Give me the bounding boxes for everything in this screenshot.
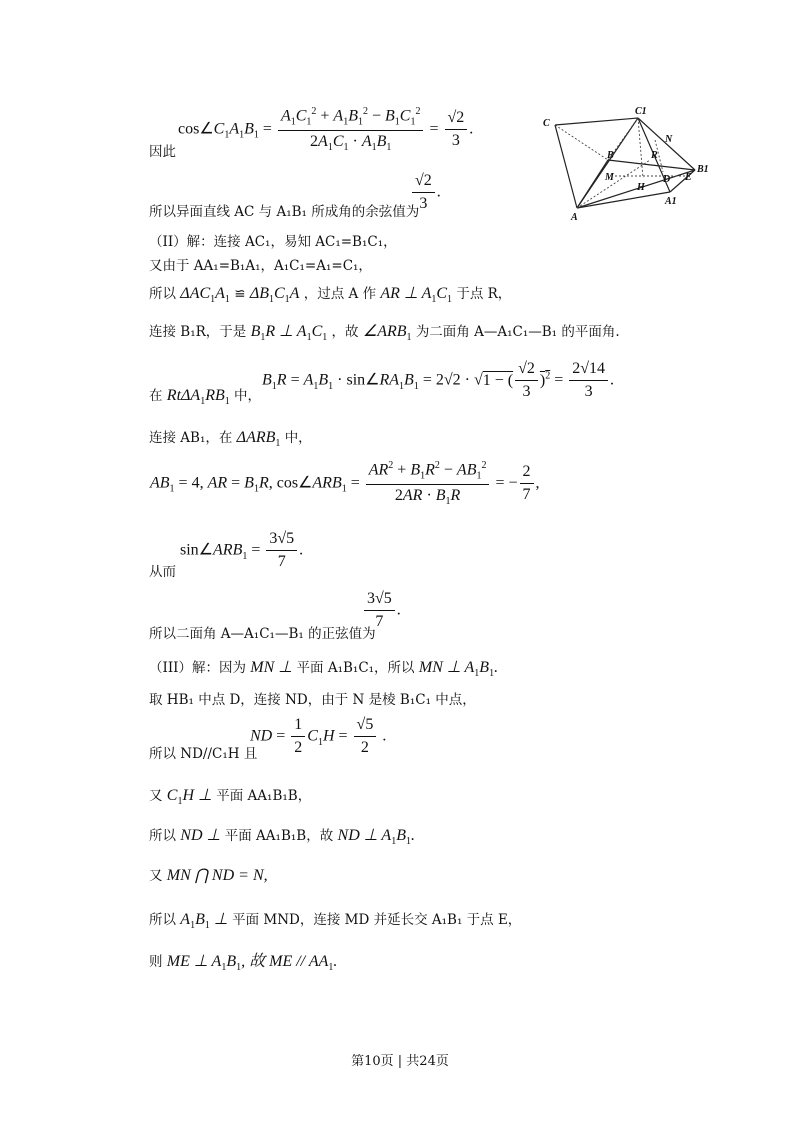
text-in: 在 [149, 388, 163, 404]
text-intersection: 又 MN ⋂ ND = N, [149, 867, 268, 884]
page-footer: 第10页 | 共24页 [351, 1054, 449, 1069]
formula-3sqrt5-over-7: $\frac{3√5}{7}$ . [362, 590, 401, 632]
text-part-iii: （III）解：因为 MN ⊥ 平面 A₁B₁C₁，所以 MN ⊥ $A_1B_1$. [149, 659, 499, 680]
label-b: B [607, 150, 614, 161]
text-hence: ，故 [331, 324, 359, 340]
text-also-2: 又 [149, 868, 163, 884]
edge-c-c1 [555, 118, 638, 125]
text-midpoint-d: 取 HB₁ 中点 D，连接 ND，由于 N 是棱 B₁C₁ 中点， [149, 692, 476, 708]
label-r: R [651, 150, 658, 161]
text-given: 又由于 AA₁=B₁A₁，A₁C₁=A₁=C₁， [149, 258, 372, 274]
text-through-a: ，过点 A 作 [303, 286, 377, 302]
text-thus: 从而 [149, 564, 176, 580]
edge-b-b1 [608, 160, 695, 170]
text-sine-answer: 所以二面角 A—A₁C₁—B₁ 的正弦值为 [149, 626, 376, 642]
text-in-triangle: 在 $Rt\Delta A_1RB_1$ 中， [149, 387, 262, 408]
text-therefore: 因此 [149, 144, 176, 160]
text-a1b1-perp: 所以 $A_1B_1$ ⊥ 平面 MND，连接 MD 并延长交 A₁B₁ 于点 E， [149, 911, 522, 932]
text-c1h-perp: 又 $C_1H$ ⊥ 平面 AA₁B₁B， [149, 787, 312, 808]
text-dihedral-line: 连接 B₁R，于是 $B_1R$ ⊥ $A_1C_1$ ，故 $\angle ARB_1$ 为二面角 A—A₁C₁—B₁ 的平面角. [149, 323, 620, 344]
formula-ab1: $AB_1 = 4$, AR = $B_1R$, $\cos\angle ARB_1$ = $\frac{AR^2 + B_1R^2 - AB_1^2}{2AR \cdot B_1R}$ = − $\frac{2}{7}$ , [150, 460, 540, 508]
text-nd-parallel: 所以 ND//C₁H 且 [149, 746, 258, 762]
label-d: D [663, 174, 671, 185]
text-cosine-answer [149, 200, 419, 220]
text-at-r: 于点 R， [456, 286, 512, 302]
text-plane-aa1b1b: 平面 AA₁B₁B， [216, 788, 312, 804]
text-conclusion: 则 ME ⊥ $A_1B_1$, 故 ME // $AA_1$. [149, 953, 338, 974]
text-because: （III）解：因为 [149, 660, 246, 676]
label-n: N [665, 134, 673, 145]
formula-cos-angle: $\cos\angle C_1A_1B_1$ = $\frac{A_1C_1^2 + A_1B_1^2 - B_1C_1^2}{2A_1C_1 \cdot A_1B_1}$ = $\frac{√2}{3}$ . [178, 106, 474, 154]
formula-sin: $\sin\angle ARB_1$ = $\frac{3√5}{7}$ . [180, 530, 304, 571]
text-plane-aa1b1b-2: 平面 AA₁B₁B，故 [224, 828, 334, 844]
text-congruent-line: 所以 $\Delta AC_1A_1$ ≌ $\Delta B_1C_1A$ ，过点 A 作 AR ⊥ $A_1C_1$ 于点 R， [149, 285, 512, 306]
text-part-ii: （II）解：连接 AC₁，易知 AC₁=B₁C₁， [149, 234, 397, 250]
formula-sqrt2-over-3: $\frac{√2}{3}$ . [410, 172, 441, 214]
text-then: 则 [149, 954, 163, 970]
text-so-3: 所以 [149, 912, 176, 928]
label-c: C [543, 118, 550, 129]
label-c1: C1 [635, 106, 647, 117]
text-plane-a1b1c1: 平面 A₁B₁C₁，所以 [296, 660, 415, 676]
text-middle-2: 中， [284, 430, 312, 446]
label-m: M [605, 172, 614, 183]
edge-a-a1 [577, 192, 670, 208]
formula-b1r: $B_1R = A_1B_1$ · $\sin\angle RA_1B_1 = 2√2 \cdot √1$ − ( $\frac{√2}{3}$ )$^2$ = $\frac{2√14}{3}$ . [262, 360, 615, 401]
edge-a-b [577, 160, 608, 208]
text-nd-perp: 所以 ND ⊥ 平面 AA₁B₁B，故 ND ⊥ $A_1B_1$. [149, 827, 415, 848]
text-connect-ab1: 连接 AB₁，在 $\Delta ARB_1$ 中， [149, 429, 312, 450]
text-so: 所以 [149, 286, 176, 302]
label-a1: A1 [665, 196, 677, 207]
text-so-2: 所以 [149, 828, 176, 844]
text-cosine-answer-label: 所以异面直线 AC 与 A₁B₁ 所成角的余弦值为 [149, 204, 420, 220]
label-h: H [637, 182, 645, 193]
label-a: A [571, 212, 578, 223]
text-middle: 中， [234, 388, 262, 404]
label-e: E [685, 172, 692, 183]
text-also: 又 [149, 788, 163, 804]
formula-nd: ND = $\frac{1}{2}$ $C_1H$ = $\frac{√5}{2}$ . [250, 716, 387, 757]
text-plane-mnd: 平面 MND，连接 MD 并延长交 A₁B₁ 于点 E， [232, 912, 522, 928]
text-connect-ab1-label: 连接 AB₁，在 [149, 430, 233, 446]
geometry-diagram [535, 100, 715, 230]
text-connect-b1r: 连接 B₁R，于是 [149, 324, 247, 340]
edge-c-a [555, 125, 577, 208]
text-plane-angle: 为二面角 A—A₁C₁—B₁ 的平面角. [415, 324, 620, 340]
label-b1: B1 [697, 164, 709, 175]
